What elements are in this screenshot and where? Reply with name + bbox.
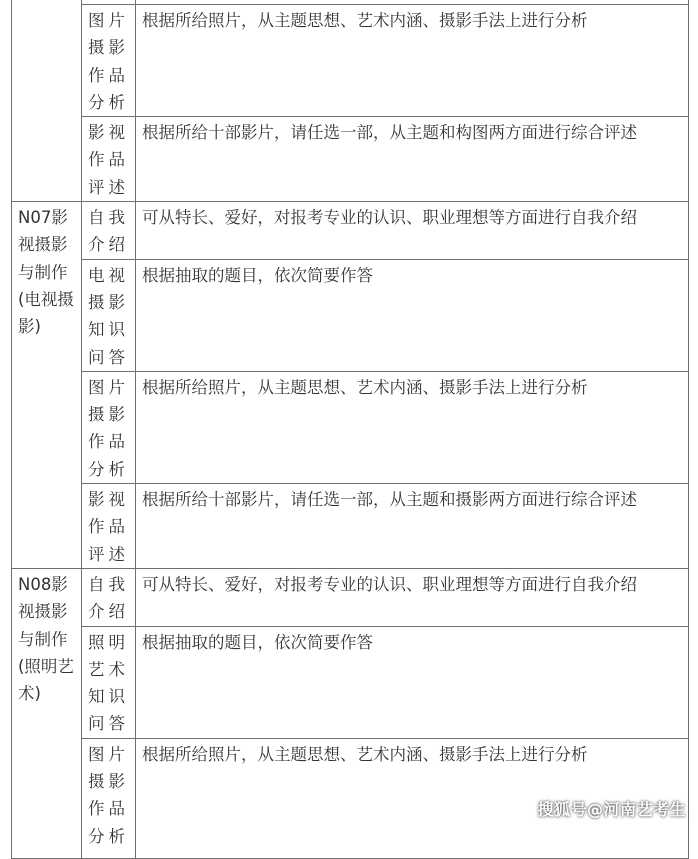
table-row bbox=[12, 259, 689, 371]
admission-table bbox=[11, 0, 689, 859]
requirement-cell: 根据抽取的题目，依次简要作答 bbox=[136, 626, 689, 738]
table-row bbox=[12, 626, 689, 738]
requirement-cell: 根据所给十部影片，请任选一部，从主题和构图两方面进行综合评述 bbox=[136, 117, 689, 202]
exam-item-cell: 影视作品评述 bbox=[82, 117, 136, 202]
requirement-cell: 可从特长、爱好，对报考专业的认识、职业理想等方面进行自我介绍 bbox=[136, 202, 689, 260]
major-cell: N08影视摄影与制作(照明艺术) bbox=[12, 568, 82, 858]
table-row bbox=[12, 484, 689, 569]
exam-item-cell: 图片摄影作品分析 bbox=[82, 371, 136, 483]
major-cell: N07影视摄影与制作(电视摄影) bbox=[12, 202, 82, 569]
requirement-cell: 根据所给照片，从主题思想、艺术内涵、摄影手法上进行分析 bbox=[136, 371, 689, 483]
table-row bbox=[12, 568, 689, 626]
exam-item-cell: 图片摄影作品分析 bbox=[82, 5, 136, 117]
exam-item-cell: 影视作品评述 bbox=[82, 484, 136, 569]
table-row bbox=[12, 117, 689, 202]
exam-item-cell: 自我介绍 bbox=[82, 568, 136, 626]
exam-item-cell: 电视摄影知识问答 bbox=[82, 259, 136, 371]
requirement-cell: 根据抽取的题目，依次简要作答 bbox=[136, 259, 689, 371]
exam-item-cell: 自我介绍 bbox=[82, 202, 136, 260]
exam-item-cell: 照明艺术知识问答 bbox=[82, 626, 136, 738]
major-cell bbox=[12, 0, 82, 202]
requirement-cell: 根据所给照片，从主题思想、艺术内涵、摄影手法上进行分析 bbox=[136, 5, 689, 117]
requirement-cell: 可从特长、爱好，对报考专业的认识、职业理想等方面进行自我介绍 bbox=[136, 568, 689, 626]
table-row bbox=[12, 371, 689, 483]
exam-item-cell: 图片摄影作品分析 bbox=[82, 738, 136, 858]
table-row bbox=[12, 202, 689, 260]
requirement-cell: 根据所给照片，从主题思想、艺术内涵、摄影手法上进行分析 bbox=[136, 738, 689, 858]
requirement-cell: 根据所给十部影片，请任选一部，从主题和摄影两方面进行综合评述 bbox=[136, 484, 689, 569]
watermark: 搜狐号@河南艺考生 bbox=[537, 800, 686, 819]
table-row bbox=[12, 5, 689, 117]
